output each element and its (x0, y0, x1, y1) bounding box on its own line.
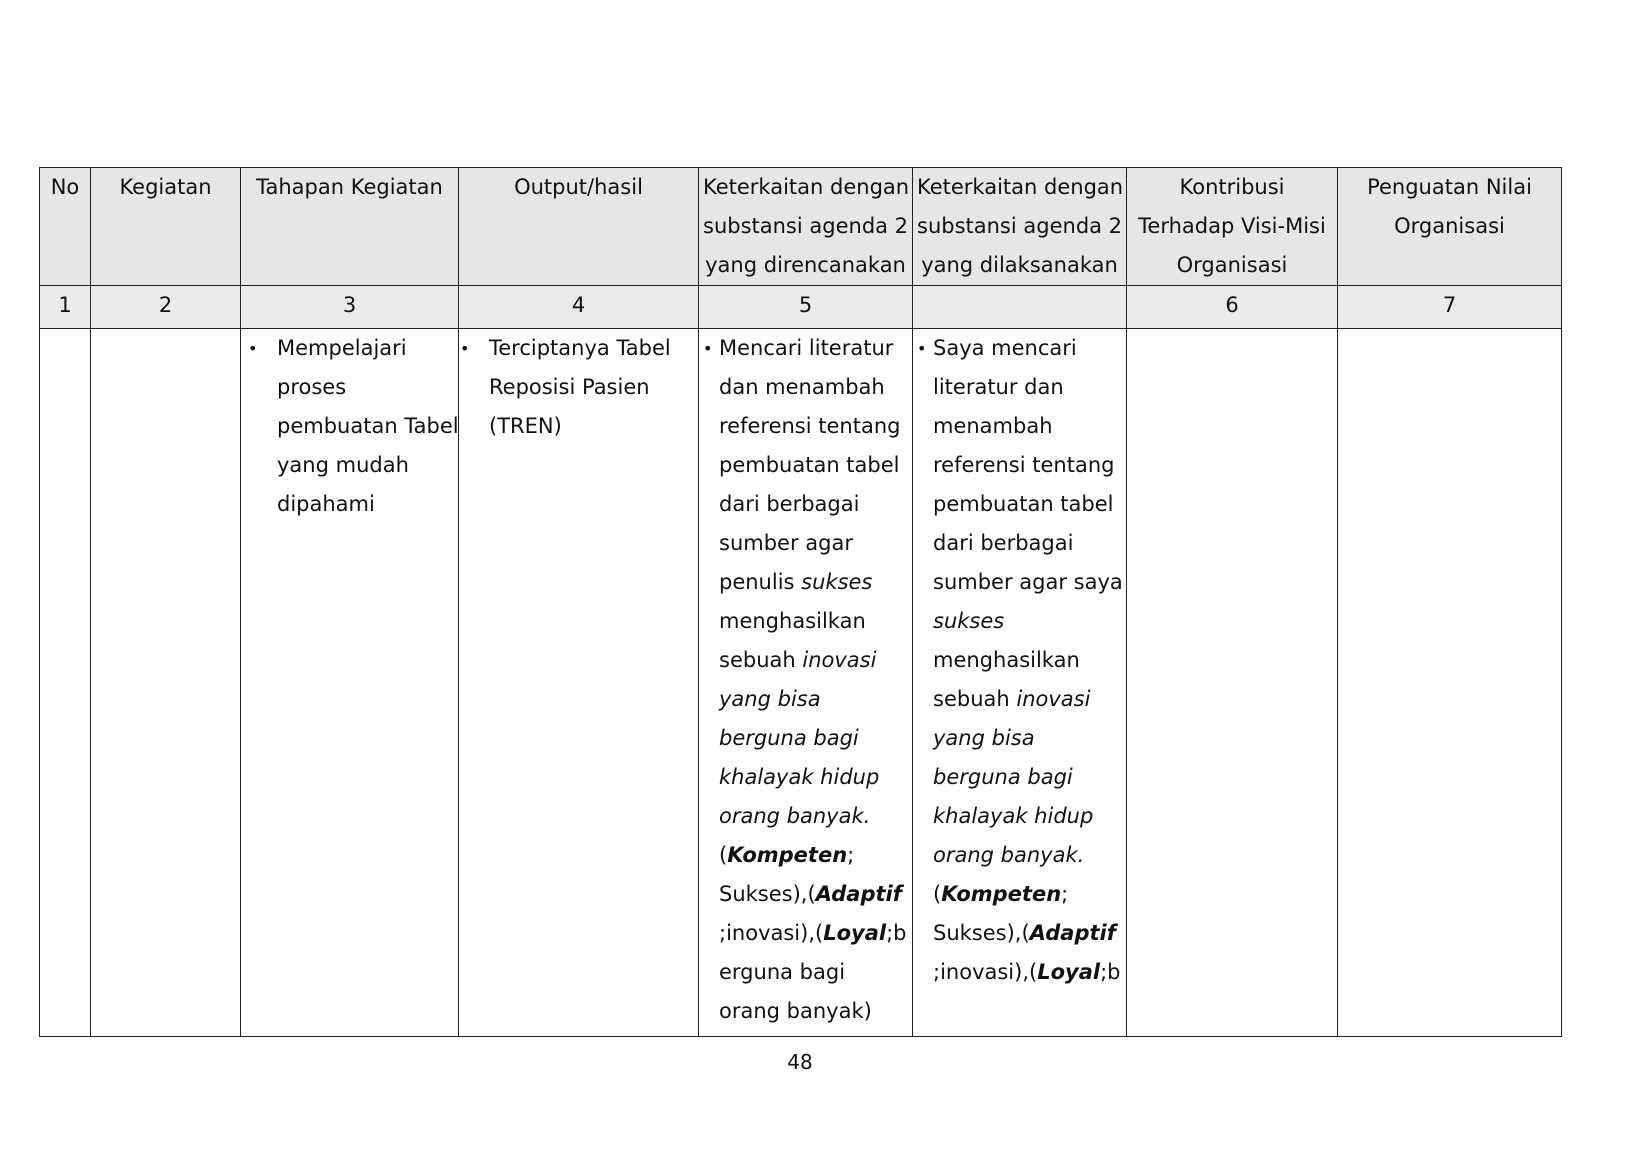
column-number: 6 (1127, 286, 1338, 329)
column-number: 3 (241, 286, 459, 329)
list-item: • Mempelajari proses pembuatan Tabel yang mudah dipahami (245, 329, 454, 524)
output-list (463, 329, 694, 446)
direncanakan-list (703, 329, 908, 1031)
column-number: 5 (699, 286, 913, 329)
column-number-row (40, 286, 1562, 329)
table-header-row (40, 168, 1562, 286)
column-number: 4 (459, 286, 699, 329)
column-number: 1 (40, 286, 91, 329)
list-item: • Terciptanya Tabel Reposisi Pasien (TREN) (463, 329, 694, 446)
activity-table (39, 167, 1562, 1037)
header-kontribusi: Kontribusi Terhadap Visi-Misi Organisasi (1127, 168, 1338, 286)
cell-kegiatan (91, 329, 241, 1037)
cell-keterkaitan-dilaksanakan (913, 329, 1127, 1037)
column-number: 2 (91, 286, 241, 329)
cell-kontribusi (1127, 329, 1338, 1037)
header-keterkaitan-dilaksanakan: Keterkaitan dengan substansi agenda 2 yang dilaksanakan (913, 168, 1127, 286)
header-tahapan-kegiatan: Tahapan Kegiatan (241, 168, 459, 286)
page-number: 48 (787, 1050, 813, 1074)
dilaksanakan-list (917, 329, 1122, 992)
tahapan-list (245, 329, 459, 524)
cell-tahapan-kegiatan (241, 329, 459, 1037)
list-item: • Saya mencari literatur dan menambah referensi tentang pembuatan tabel dari berbagai sumber agar saya sukses menghasilkan sebuah inovasi yang bisa berguna bagi khalayak hidup orang banyak. (Kompeten; Sukses),(Adaptif ;inovasi),(Loyal;b (917, 329, 1122, 992)
header-keterkaitan-direncanakan: Keterkaitan dengan substansi agenda 2 yang direncanakan (699, 168, 913, 286)
header-kegiatan: Kegiatan (91, 168, 241, 286)
column-number (913, 286, 1127, 329)
list-item: • Mencari literatur dan menambah referensi tentang pembuatan tabel dari berbagai sumber agar penulis sukses menghasilkan sebuah inovasi yang bisa berguna bagi khalayak hidup orang banyak. (Kompeten; Sukses),(Adaptif ;inovasi),(Loyal;b erguna bagi orang banyak) (703, 329, 908, 1031)
column-number: 7 (1338, 286, 1562, 329)
header-output-hasil: Output/hasil (459, 168, 699, 286)
header-penguatan-nilai: Penguatan Nilai Organisasi (1338, 168, 1562, 286)
cell-keterkaitan-direncanakan (699, 329, 913, 1037)
cell-penguatan-nilai (1338, 329, 1562, 1037)
cell-no (40, 329, 91, 1037)
cell-output-hasil (459, 329, 699, 1037)
header-no: No (40, 168, 91, 286)
table-row (40, 329, 1562, 1037)
